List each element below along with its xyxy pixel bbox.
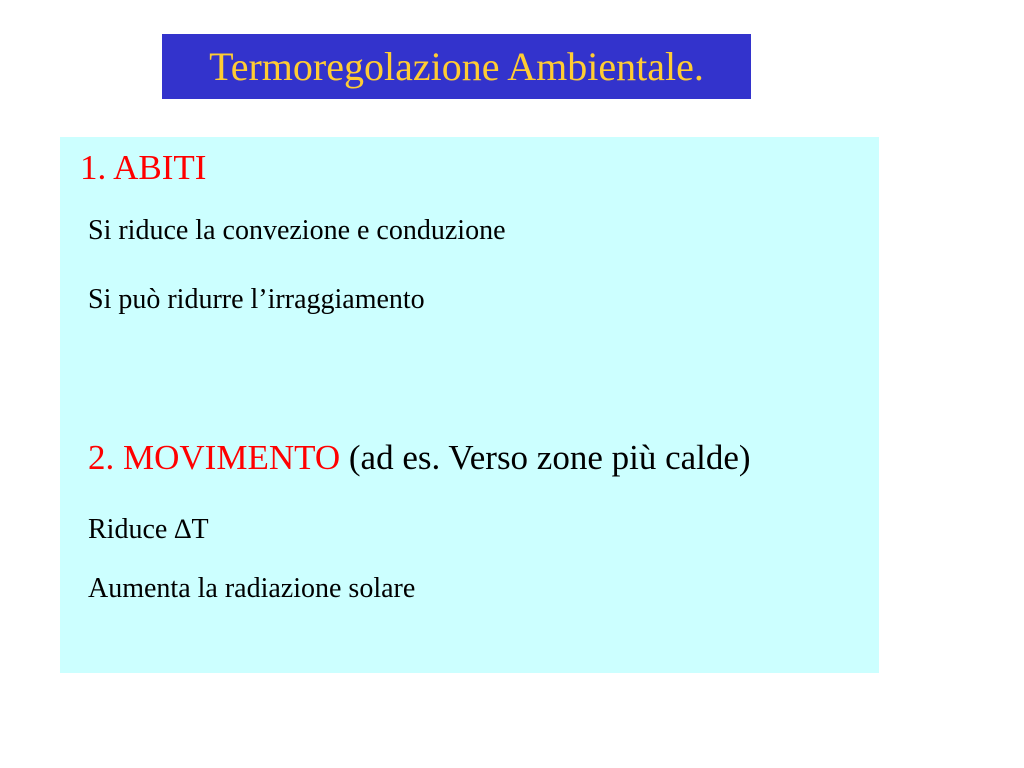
- section-2-heading: [88, 438, 751, 478]
- section-1-item-2: Si può ridurre l’irraggiamento: [88, 284, 425, 315]
- section-1-heading: 1. ABITI: [80, 148, 207, 187]
- slide-title: Termoregolazione Ambientale.: [162, 34, 751, 99]
- content-panel: [60, 137, 879, 673]
- section-2-heading-label: 2. MOVIMENTO: [88, 438, 341, 477]
- section-2-heading-note: (ad es. Verso zone più calde): [340, 438, 751, 477]
- section-1-item-1: Si riduce la convezione e conduzione: [88, 215, 506, 246]
- section-2-item-1: Riduce ∆T: [88, 514, 209, 545]
- section-2-item-2: Aumenta la radiazione solare: [88, 573, 416, 604]
